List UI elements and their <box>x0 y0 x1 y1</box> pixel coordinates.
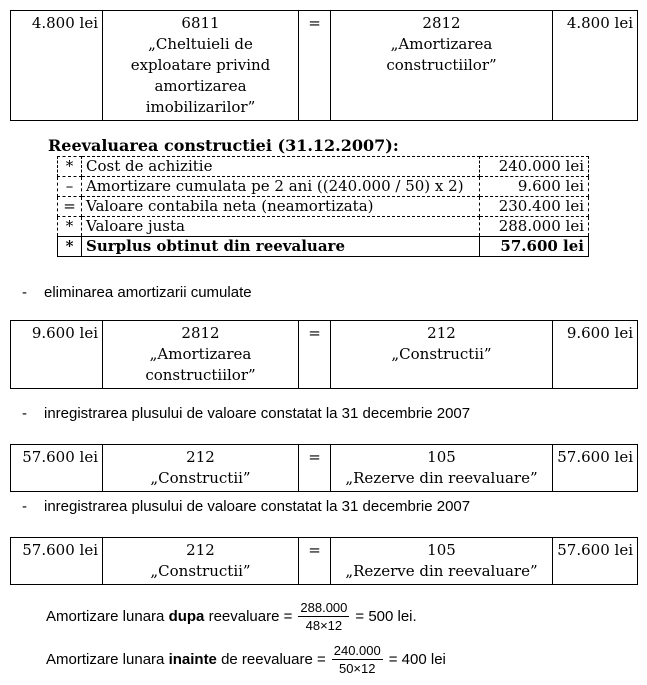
reevaluation-row <box>58 177 589 197</box>
fraction-numerator: 288.000 <box>300 600 348 615</box>
reevaluation-row <box>58 157 589 177</box>
row-value: 57.600 lei <box>480 237 589 257</box>
reevaluation-row <box>58 217 589 237</box>
bullet-record-surplus <box>22 405 642 425</box>
row-label: Amortizare cumulata pe 2 ani ((240.000 / 50) x 2) <box>82 177 480 197</box>
bullet-record-surplus-repeat <box>22 498 642 518</box>
reevaluation-table <box>57 156 589 257</box>
formula-monthly-before-reevaluation <box>46 643 446 676</box>
formula-fraction <box>298 600 349 633</box>
bullet-text: inregistrarea plusului de valoare constatat la 31 decembrie 2007 <box>44 405 471 422</box>
debit-amount: 9.600 lei <box>11 321 103 389</box>
reevaluation-title: Reevaluarea constructiei (31.12.2007): <box>48 136 399 155</box>
credit-amount: 57.600 lei <box>553 538 638 585</box>
formula-label: Amortizare lunara inainte de reevaluare = <box>46 651 326 668</box>
row-label: Surplus obtinut din reevaluare <box>82 237 480 257</box>
row-operator: * <box>58 217 82 237</box>
row-operator: * <box>58 157 82 177</box>
bullet-text: inregistrarea plusului de valoare constatat la 31 decembrie 2007 <box>44 498 471 515</box>
row-label: Valoare contabila neta (neamortizata) <box>82 197 480 217</box>
credit-account: 105 „Rezerve din reevaluare” <box>331 538 553 585</box>
bullet-dash: - <box>22 284 27 301</box>
equals-sign: = <box>299 445 331 492</box>
debit-account: 2812 „Amortizarea constructiilor” <box>103 321 299 389</box>
fraction-denominator: 50×12 <box>338 661 376 676</box>
credit-account: 105 „Rezerve din reevaluare” <box>331 445 553 492</box>
reevaluation-row <box>58 197 589 217</box>
journal-entry-surplus <box>10 444 638 492</box>
reevaluation-total-row <box>58 237 589 257</box>
debit-amount: 4.800 lei <box>11 11 103 121</box>
row-value: 240.000 lei <box>480 157 589 177</box>
row-operator: * <box>58 237 82 257</box>
journal-entry-surplus-repeat <box>10 537 638 585</box>
bullet-dash: - <box>22 498 27 515</box>
debit-account: 212 „Constructii” <box>103 538 299 585</box>
credit-amount: 9.600 lei <box>553 321 638 389</box>
equals-sign: = <box>299 321 331 389</box>
debit-account: 212 „Constructii” <box>103 445 299 492</box>
formula-result: = 500 lei. <box>355 608 417 625</box>
fraction-numerator: 240.000 <box>333 643 381 658</box>
bullet-dash: - <box>22 405 27 422</box>
row-operator: – <box>58 177 82 197</box>
debit-account: 6811 „Cheltuieli de exploatare privind amortizarea imobilizarilor” <box>103 11 299 121</box>
bullet-eliminate-depreciation <box>22 284 622 304</box>
row-label: Cost de achizitie <box>82 157 480 177</box>
journal-entry-eliminate-depreciation <box>10 320 638 389</box>
formula-monthly-after-reevaluation <box>46 600 417 633</box>
credit-account: 212 „Constructii” <box>331 321 553 389</box>
formula-label: Amortizare lunara dupa reevaluare = <box>46 608 293 625</box>
row-value: 230.400 lei <box>480 197 589 217</box>
credit-account: 2812 „Amortizarea constructiilor” <box>331 11 553 121</box>
row-label: Valoare justa <box>82 217 480 237</box>
row-operator: = <box>58 197 82 217</box>
credit-amount: 4.800 lei <box>553 11 638 121</box>
row-value: 288.000 lei <box>480 217 589 237</box>
journal-entry-depreciation <box>10 10 638 121</box>
equals-sign: = <box>299 538 331 585</box>
row-value: 9.600 lei <box>480 177 589 197</box>
debit-amount: 57.600 lei <box>11 445 103 492</box>
fraction-denominator: 48×12 <box>305 618 343 633</box>
formula-result: = 400 lei <box>388 651 446 668</box>
bullet-text: eliminarea amortizarii cumulate <box>44 284 252 301</box>
formula-fraction <box>332 643 383 676</box>
equals-sign: = <box>299 11 331 121</box>
debit-amount: 57.600 lei <box>11 538 103 585</box>
credit-amount: 57.600 lei <box>553 445 638 492</box>
